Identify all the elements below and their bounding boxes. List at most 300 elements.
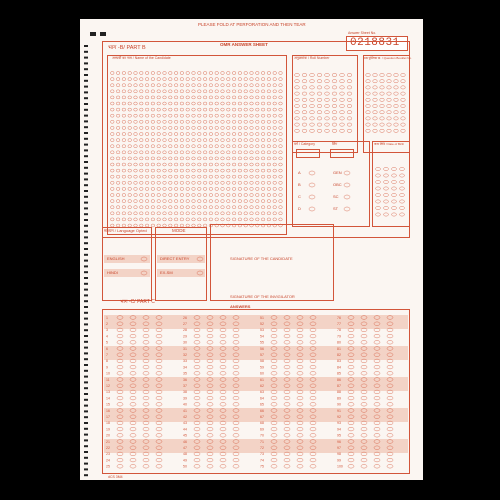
name-bubble xyxy=(180,114,184,117)
timing-mark xyxy=(84,62,88,64)
answer-bubble xyxy=(284,465,290,469)
answer-bubble xyxy=(387,458,393,462)
name-bubble xyxy=(244,163,248,166)
name-bubble xyxy=(174,96,178,99)
name-bubble xyxy=(151,114,155,117)
name-bubble xyxy=(279,84,283,87)
name-bubble xyxy=(116,102,120,105)
name-bubble xyxy=(267,108,271,111)
dob-bubble xyxy=(376,167,381,170)
name-bubble xyxy=(186,212,190,215)
name-bubble xyxy=(227,212,231,215)
name-bubble xyxy=(134,102,138,105)
name-bubble xyxy=(215,84,219,87)
roll-bubble xyxy=(332,92,337,95)
name-bubble xyxy=(232,169,236,172)
category-option: D xyxy=(298,206,301,211)
name-bubble xyxy=(169,96,173,99)
name-bubble xyxy=(232,157,236,160)
timing-mark xyxy=(84,376,88,378)
timing-mark xyxy=(84,434,88,436)
name-bubble xyxy=(174,139,178,142)
question-number: 37 xyxy=(183,384,187,388)
timing-mark xyxy=(84,219,88,221)
name-bubble xyxy=(186,157,190,160)
name-bubble xyxy=(169,90,173,93)
name-bubble xyxy=(186,175,190,178)
name-bubble xyxy=(134,120,138,123)
name-bubble xyxy=(203,108,207,111)
name-bubble xyxy=(169,157,173,160)
question-number: 30 xyxy=(183,340,187,345)
question-number: 40 xyxy=(183,402,187,407)
question-number: 2 xyxy=(106,322,108,326)
name-bubble xyxy=(145,120,149,123)
name-bubble xyxy=(151,212,155,215)
name-bubble xyxy=(169,139,173,142)
name-bubble xyxy=(145,139,149,142)
name-bubble xyxy=(186,139,190,142)
name-bubble xyxy=(163,200,167,203)
name-bubble xyxy=(116,206,120,209)
name-bubble xyxy=(215,139,219,142)
name-bubble xyxy=(244,187,248,190)
name-bubble xyxy=(122,187,126,190)
answer-bubble xyxy=(233,396,239,400)
gender-label: लिंग xyxy=(332,142,338,146)
name-bubble xyxy=(267,181,271,184)
name-bubble xyxy=(174,206,178,209)
name-bubble xyxy=(145,96,149,99)
name-bubble xyxy=(192,157,196,160)
booklet-bubble xyxy=(373,98,377,101)
name-bubble xyxy=(174,90,178,93)
booklet-bubble xyxy=(401,117,405,120)
booklet-bubble xyxy=(394,129,398,132)
name-bubble xyxy=(180,78,184,81)
name-letter-box xyxy=(116,63,121,69)
name-bubble xyxy=(157,200,161,203)
roll-bubble xyxy=(347,86,352,89)
name-bubble xyxy=(163,151,167,154)
name-bubble xyxy=(221,194,225,197)
dob-bubble xyxy=(400,174,405,177)
name-bubble xyxy=(221,200,225,203)
name-bubble xyxy=(134,157,138,160)
name-bubble xyxy=(180,145,184,148)
question-number: 88 xyxy=(337,390,341,395)
footer-code: dCS 3M4 xyxy=(108,475,123,479)
name-bubble xyxy=(215,200,219,203)
mode-bubble xyxy=(197,257,203,261)
name-bubble xyxy=(116,114,120,117)
answer-bubble xyxy=(271,434,277,438)
name-bubble xyxy=(128,169,132,172)
roll-bubble xyxy=(310,129,315,132)
name-bubble xyxy=(273,133,277,136)
name-bubble xyxy=(140,72,144,75)
name-bubble xyxy=(261,175,265,178)
answer-bubble xyxy=(361,465,367,469)
name-bubble xyxy=(192,145,196,148)
timing-mark xyxy=(84,329,88,331)
name-bubble xyxy=(267,200,271,203)
name-bubble xyxy=(116,187,120,190)
question-number: 17 xyxy=(106,415,110,419)
name-bubble xyxy=(111,84,115,87)
name-bubble xyxy=(186,108,190,111)
name-bubble xyxy=(122,102,126,105)
name-bubble xyxy=(203,194,207,197)
answer-bubble xyxy=(194,434,200,438)
question-number: 34 xyxy=(183,365,187,370)
name-bubble xyxy=(111,194,115,197)
name-bubble xyxy=(163,72,167,75)
timing-mark xyxy=(84,254,88,256)
timing-mark xyxy=(84,463,88,465)
name-bubble xyxy=(256,78,260,81)
name-bubble xyxy=(215,175,219,178)
dob-bubble xyxy=(384,187,389,190)
roll-bubble xyxy=(332,86,337,89)
roll-bubble xyxy=(347,104,352,107)
roll-bubble xyxy=(332,73,337,76)
name-bubble xyxy=(151,96,155,99)
question-number: 62 xyxy=(260,384,264,388)
answer-bubble xyxy=(361,427,367,431)
answer-bubble xyxy=(387,427,393,431)
roll-bubble xyxy=(302,73,307,76)
name-bubble xyxy=(163,114,167,117)
question-number: 94 xyxy=(337,427,341,432)
name-bubble xyxy=(157,169,161,172)
roll-bubble xyxy=(332,104,337,107)
name-bubble xyxy=(180,120,184,123)
roll-bubble xyxy=(295,86,300,89)
name-bubble xyxy=(116,169,120,172)
question-number: 8 xyxy=(106,359,108,364)
name-bubble xyxy=(256,218,260,221)
mode-option: DIRECT ENTRY xyxy=(160,256,190,261)
answer-bubble xyxy=(117,341,123,345)
question-number: 35 xyxy=(183,371,187,376)
answer-bubble xyxy=(143,334,149,338)
name-bubble xyxy=(221,139,225,142)
roll-bubble xyxy=(302,86,307,89)
dob-bubble xyxy=(392,213,397,216)
name-bubble xyxy=(215,96,219,99)
name-letter-box xyxy=(272,63,277,69)
name-bubble xyxy=(116,200,120,203)
name-bubble xyxy=(273,224,277,227)
name-bubble xyxy=(261,163,265,166)
name-bubble xyxy=(244,157,248,160)
answer-bubble xyxy=(387,372,393,376)
name-bubble xyxy=(238,175,242,178)
name-bubble xyxy=(250,145,254,148)
answer-bubble xyxy=(117,434,123,438)
answer-bubble xyxy=(297,341,303,345)
name-bubble xyxy=(203,200,207,203)
name-bubble xyxy=(244,181,248,184)
booklet-bubble xyxy=(394,123,398,126)
answer-bubble xyxy=(143,434,149,438)
answer-bubble xyxy=(117,458,123,462)
name-bubble xyxy=(256,169,260,172)
name-bubble xyxy=(186,218,190,221)
answer-bubble xyxy=(271,427,277,431)
answer-bubble xyxy=(143,458,149,462)
name-bubble xyxy=(198,224,202,227)
name-bubble xyxy=(134,72,138,75)
name-bubble xyxy=(209,194,213,197)
answer-bubble xyxy=(207,365,213,369)
name-letter-box xyxy=(238,63,243,69)
question-number: 42 xyxy=(183,415,187,419)
gender-bubble xyxy=(344,171,350,175)
name-letter-box xyxy=(191,63,196,69)
question-number: 20 xyxy=(106,433,110,438)
name-bubble xyxy=(174,114,178,117)
name-bubble xyxy=(174,157,178,160)
answer-bubble xyxy=(233,372,239,376)
answer-bubble xyxy=(130,365,136,369)
roll-bubble xyxy=(295,129,300,132)
name-bubble xyxy=(128,114,132,117)
name-bubble xyxy=(163,90,167,93)
name-bubble xyxy=(279,90,283,93)
roll-bubble xyxy=(332,80,337,83)
name-bubble xyxy=(203,126,207,129)
dob-bubble xyxy=(392,206,397,209)
answer-bubble xyxy=(361,396,367,400)
name-bubble xyxy=(122,218,126,221)
mode-label: MODE xyxy=(172,228,186,233)
name-bubble xyxy=(122,212,126,215)
answer-bubble xyxy=(143,403,149,407)
name-bubble xyxy=(256,224,260,227)
name-bubble xyxy=(198,90,202,93)
roll-bubble xyxy=(340,104,345,107)
question-number: 74 xyxy=(260,458,264,463)
timing-mark xyxy=(84,45,88,47)
roll-bubble xyxy=(325,129,330,132)
name-bubble xyxy=(174,187,178,190)
timing-mark xyxy=(84,91,88,93)
name-bubble xyxy=(238,96,242,99)
timing-mark xyxy=(84,451,88,453)
name-bubble xyxy=(238,224,242,227)
name-bubble xyxy=(180,72,184,75)
roll-bubble xyxy=(325,104,330,107)
name-bubble xyxy=(198,120,202,123)
category-option: B xyxy=(298,182,301,187)
name-bubble xyxy=(267,84,271,87)
name-bubble xyxy=(227,157,231,160)
answer-bubble xyxy=(348,372,354,376)
roll-bubble xyxy=(325,117,330,120)
question-number: 21 xyxy=(106,439,110,444)
name-bubble xyxy=(163,78,167,81)
name-bubble xyxy=(267,169,271,172)
name-bubble xyxy=(128,151,132,154)
name-bubble xyxy=(209,151,213,154)
name-bubble xyxy=(261,200,265,203)
name-bubble xyxy=(209,114,213,117)
booklet-bubble xyxy=(366,80,370,83)
name-bubble xyxy=(203,187,207,190)
name-bubble xyxy=(221,187,225,190)
question-number: 66 xyxy=(260,408,264,413)
answer-bubble xyxy=(271,396,277,400)
signature-candidate-label: SIGNATURE OF THE CANDIDATE xyxy=(230,256,293,261)
name-bubble xyxy=(151,163,155,166)
name-bubble xyxy=(244,200,248,203)
name-bubble xyxy=(267,72,271,75)
question-number: 95 xyxy=(337,433,341,438)
name-bubble xyxy=(232,200,236,203)
answer-bubble xyxy=(310,434,316,438)
name-bubble xyxy=(134,78,138,81)
question-number: 39 xyxy=(183,396,187,401)
name-bubble xyxy=(140,175,144,178)
timing-mark xyxy=(84,86,88,88)
question-number: 19 xyxy=(106,427,110,432)
name-bubble xyxy=(244,96,248,99)
timing-mark xyxy=(84,399,88,401)
booklet-bubble xyxy=(387,104,391,107)
name-bubble xyxy=(238,145,242,148)
name-bubble xyxy=(203,102,207,105)
name-bubble xyxy=(279,120,283,123)
answer-bubble xyxy=(207,334,213,338)
name-bubble xyxy=(232,212,236,215)
name-bubble xyxy=(111,108,115,111)
name-bubble xyxy=(267,96,271,99)
name-bubble xyxy=(221,224,225,227)
name-bubble xyxy=(227,206,231,209)
question-number: 16 xyxy=(106,408,110,413)
name-bubble xyxy=(157,157,161,160)
name-bubble xyxy=(232,206,236,209)
question-number: 63 xyxy=(260,390,264,395)
roll-bubble xyxy=(317,117,322,120)
name-bubble xyxy=(279,169,283,172)
gender-option: OBC xyxy=(333,182,342,187)
booklet-bubble xyxy=(387,111,391,114)
name-bubble xyxy=(111,78,115,81)
name-bubble xyxy=(198,102,202,105)
name-bubble xyxy=(267,102,271,105)
timing-mark xyxy=(84,126,88,128)
answer-bubble xyxy=(387,465,393,469)
question-number: 15 xyxy=(106,402,110,407)
name-bubble xyxy=(151,102,155,105)
name-bubble xyxy=(157,78,161,81)
name-bubble xyxy=(145,133,149,136)
question-number: 50 xyxy=(183,464,187,469)
name-bubble xyxy=(157,108,161,111)
question-number: 33 xyxy=(183,359,187,364)
question-number: 73 xyxy=(260,452,264,457)
name-bubble xyxy=(244,108,248,111)
name-bubble xyxy=(163,224,167,227)
name-bubble xyxy=(163,157,167,160)
dob-bubble xyxy=(376,193,381,196)
dob-bubble xyxy=(400,193,405,196)
name-bubble xyxy=(256,108,260,111)
name-bubble xyxy=(261,102,265,105)
timing-mark xyxy=(84,474,88,476)
name-bubble xyxy=(180,163,184,166)
name-bubble xyxy=(174,181,178,184)
name-bubble xyxy=(157,218,161,221)
name-bubble xyxy=(192,206,196,209)
name-bubble xyxy=(238,218,242,221)
name-bubble xyxy=(209,181,213,184)
answer-bubble xyxy=(220,341,226,345)
name-bubble xyxy=(174,224,178,227)
name-bubble xyxy=(122,72,126,75)
name-bubble xyxy=(192,84,196,87)
name-bubble xyxy=(273,181,277,184)
answer-bubble xyxy=(284,334,290,338)
name-bubble xyxy=(151,187,155,190)
booklet-bubble xyxy=(373,80,377,83)
name-bubble xyxy=(134,175,138,178)
name-bubble xyxy=(203,212,207,215)
name-bubble xyxy=(128,120,132,123)
roll-bubble xyxy=(340,98,345,101)
question-number: 24 xyxy=(106,458,110,463)
name-bubble xyxy=(192,102,196,105)
name-bubble xyxy=(279,187,283,190)
name-bubble xyxy=(221,120,225,123)
name-bubble xyxy=(227,194,231,197)
name-bubble xyxy=(122,78,126,81)
name-bubble xyxy=(128,163,132,166)
name-bubble xyxy=(140,224,144,227)
roll-bubble xyxy=(317,86,322,89)
name-bubble xyxy=(128,157,132,160)
answer-bubble xyxy=(348,334,354,338)
booklet-bubble xyxy=(394,86,398,89)
name-letter-box xyxy=(122,63,127,69)
name-bubble xyxy=(279,133,283,136)
name-letter-box xyxy=(180,63,185,69)
question-number: 82 xyxy=(337,353,341,357)
answer-bubble xyxy=(117,372,123,376)
question-number: 76 xyxy=(337,315,341,320)
answer-bubble xyxy=(271,341,277,345)
name-bubble xyxy=(186,169,190,172)
timing-mark xyxy=(84,277,88,279)
booklet-bubble xyxy=(373,123,377,126)
answer-bubble xyxy=(374,403,380,407)
name-bubble xyxy=(238,194,242,197)
name-bubble xyxy=(163,96,167,99)
name-bubble xyxy=(140,114,144,117)
name-bubble xyxy=(134,108,138,111)
name-bubble xyxy=(250,139,254,142)
name-bubble xyxy=(192,114,196,117)
question-number: 92 xyxy=(337,415,341,419)
name-bubble xyxy=(238,169,242,172)
name-bubble xyxy=(209,102,213,105)
name-bubble xyxy=(169,169,173,172)
name-bubble xyxy=(198,96,202,99)
answer-bubble xyxy=(310,334,316,338)
